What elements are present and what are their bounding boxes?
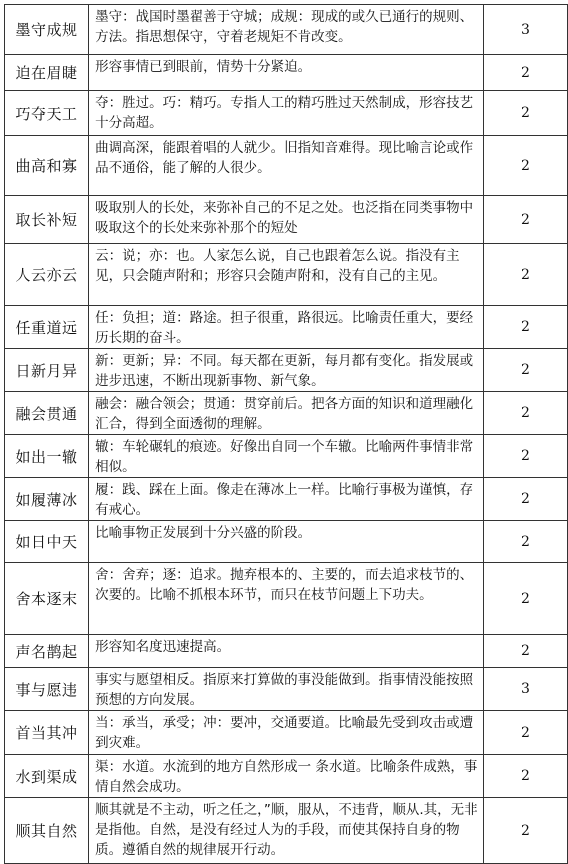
idiom-count: 2	[483, 755, 567, 798]
idiom-definition: 任：负担；道：路途。担子很重，路很远。比喻责任重大，要经历长期的奋斗。	[89, 306, 484, 349]
table-row	[5, 196, 568, 244]
table-row	[5, 392, 568, 435]
idiom-count: 2	[483, 136, 567, 196]
idiom-count: 2	[483, 521, 567, 563]
idiom-term: 曲高和寡	[5, 136, 89, 196]
idiom-count: 2	[483, 563, 567, 635]
idiom-definition: 吸取别人的长处，来弥补自己的不足之处。也泛指在同类事物中吸取这个的长处来弥补那个的短处	[89, 196, 484, 244]
idiom-term: 首当其冲	[5, 711, 89, 755]
table-row	[5, 521, 568, 563]
idiom-term: 取长补短	[5, 196, 89, 244]
idiom-count: 2	[483, 55, 567, 91]
idiom-count: 2	[483, 478, 567, 521]
idiom-count: 2	[483, 392, 567, 435]
table-row	[5, 711, 568, 755]
idiom-term: 事与愿违	[5, 668, 89, 711]
idiom-definition: 融会：融合领会；贯通：贯穿前后。把各方面的知识和道理融化汇合，得到全面透彻的理解。	[89, 392, 484, 435]
table-row	[5, 349, 568, 392]
idiom-count: 2	[483, 91, 567, 136]
idiom-term: 水到渠成	[5, 755, 89, 798]
table-row	[5, 244, 568, 306]
idiom-term: 融会贯通	[5, 392, 89, 435]
table-row	[5, 55, 568, 91]
table-row	[5, 136, 568, 196]
idiom-term: 如出一辙	[5, 435, 89, 478]
idiom-term: 任重道远	[5, 306, 89, 349]
idiom-count: 2	[483, 196, 567, 244]
idiom-count: 2	[483, 711, 567, 755]
idiom-term: 巧夺天工	[5, 91, 89, 136]
idiom-term: 顺其自然	[5, 798, 89, 864]
table-row	[5, 5, 568, 55]
idiom-count: 2	[483, 435, 567, 478]
idiom-count: 2	[483, 244, 567, 306]
idiom-definition: 曲调高深，能跟着唱的人就少。旧指知音难得。现比喻言论或作品不通俗，能了解的人很少。	[89, 136, 484, 196]
idiom-count: 2	[483, 798, 567, 864]
idiom-definition: 渠：水道。水流到的地方自然形成一 条水道。比喻条件成熟，事情自然会成功。	[89, 755, 484, 798]
idiom-term: 迫在眉睫	[5, 55, 89, 91]
table-row	[5, 563, 568, 635]
idiom-definition: 事实与愿望相反。指原来打算做的事没能做到。指事情没能按照预想的方向发展。	[89, 668, 484, 711]
idiom-definition: 履：践、踩在上面。像走在薄冰上一样。比喻行事极为谨慎，存有戒心。	[89, 478, 484, 521]
idiom-definition: 当：承当，承受；冲：要冲，交通要道。比喻最先受到攻击或遭到灾难。	[89, 711, 484, 755]
idiom-term: 声名鹊起	[5, 635, 89, 668]
idiom-definition: 辙：车轮碾轧的痕迹。好像出自同一个车辙。比喻两件事情非常相似。	[89, 435, 484, 478]
idiom-count: 2	[483, 349, 567, 392]
idiom-term: 人云亦云	[5, 244, 89, 306]
table-row	[5, 668, 568, 711]
idiom-definition: 比喻事物正发展到十分兴盛的阶段。	[89, 521, 484, 563]
idiom-definition: 顺其就是不主动，听之任之，”顺，服从，不违背，顺从.其，无非是指他。自然，是没有经过人为的手段，而使其保持自身的物质。遵循自然的规律展开行动。	[89, 798, 484, 864]
table-row	[5, 435, 568, 478]
idiom-definition: 舍：舍弃；逐：追求。抛弃根本的、主要的，而去追求枝节的、次要的。比喻不抓根本环节，而只在枝节问题上下功夫。	[89, 563, 484, 635]
idiom-count: 2	[483, 306, 567, 349]
table-row	[5, 306, 568, 349]
table-row	[5, 91, 568, 136]
table-row	[5, 755, 568, 798]
idiom-term: 舍本逐末	[5, 563, 89, 635]
idiom-count: 2	[483, 635, 567, 668]
table-row	[5, 635, 568, 668]
idiom-table	[4, 4, 568, 864]
idiom-term: 如履薄冰	[5, 478, 89, 521]
idiom-definition: 夺：胜过。巧：精巧。专指人工的精巧胜过天然制成，形容技艺十分高超。	[89, 91, 484, 136]
idiom-count: 3	[483, 668, 567, 711]
table-row	[5, 798, 568, 864]
idiom-term: 日新月异	[5, 349, 89, 392]
idiom-definition: 新：更新；异：不同。每天都在更新，每月都有变化。指发展或进步迅速，不断出现新事物、新气象。	[89, 349, 484, 392]
idiom-definition: 云：说；亦：也。人家怎么说，自己也跟着怎么说。指没有主见，只会随声附和；形容只会随声附和，没有自己的主见。	[89, 244, 484, 306]
idiom-term: 墨守成规	[5, 5, 89, 55]
idiom-definition: 墨守：战国时墨翟善于守城；成规：现成的或久已通行的规则、方法。指思想保守，守着老规矩不肯改变。	[89, 5, 484, 55]
idiom-count: 3	[483, 5, 567, 55]
idiom-definition: 形容知名度迅速提高。	[89, 635, 484, 668]
idiom-definition: 形容事情已到眼前，情势十分紧迫。	[89, 55, 484, 91]
idiom-term: 如日中天	[5, 521, 89, 563]
table-row	[5, 478, 568, 521]
